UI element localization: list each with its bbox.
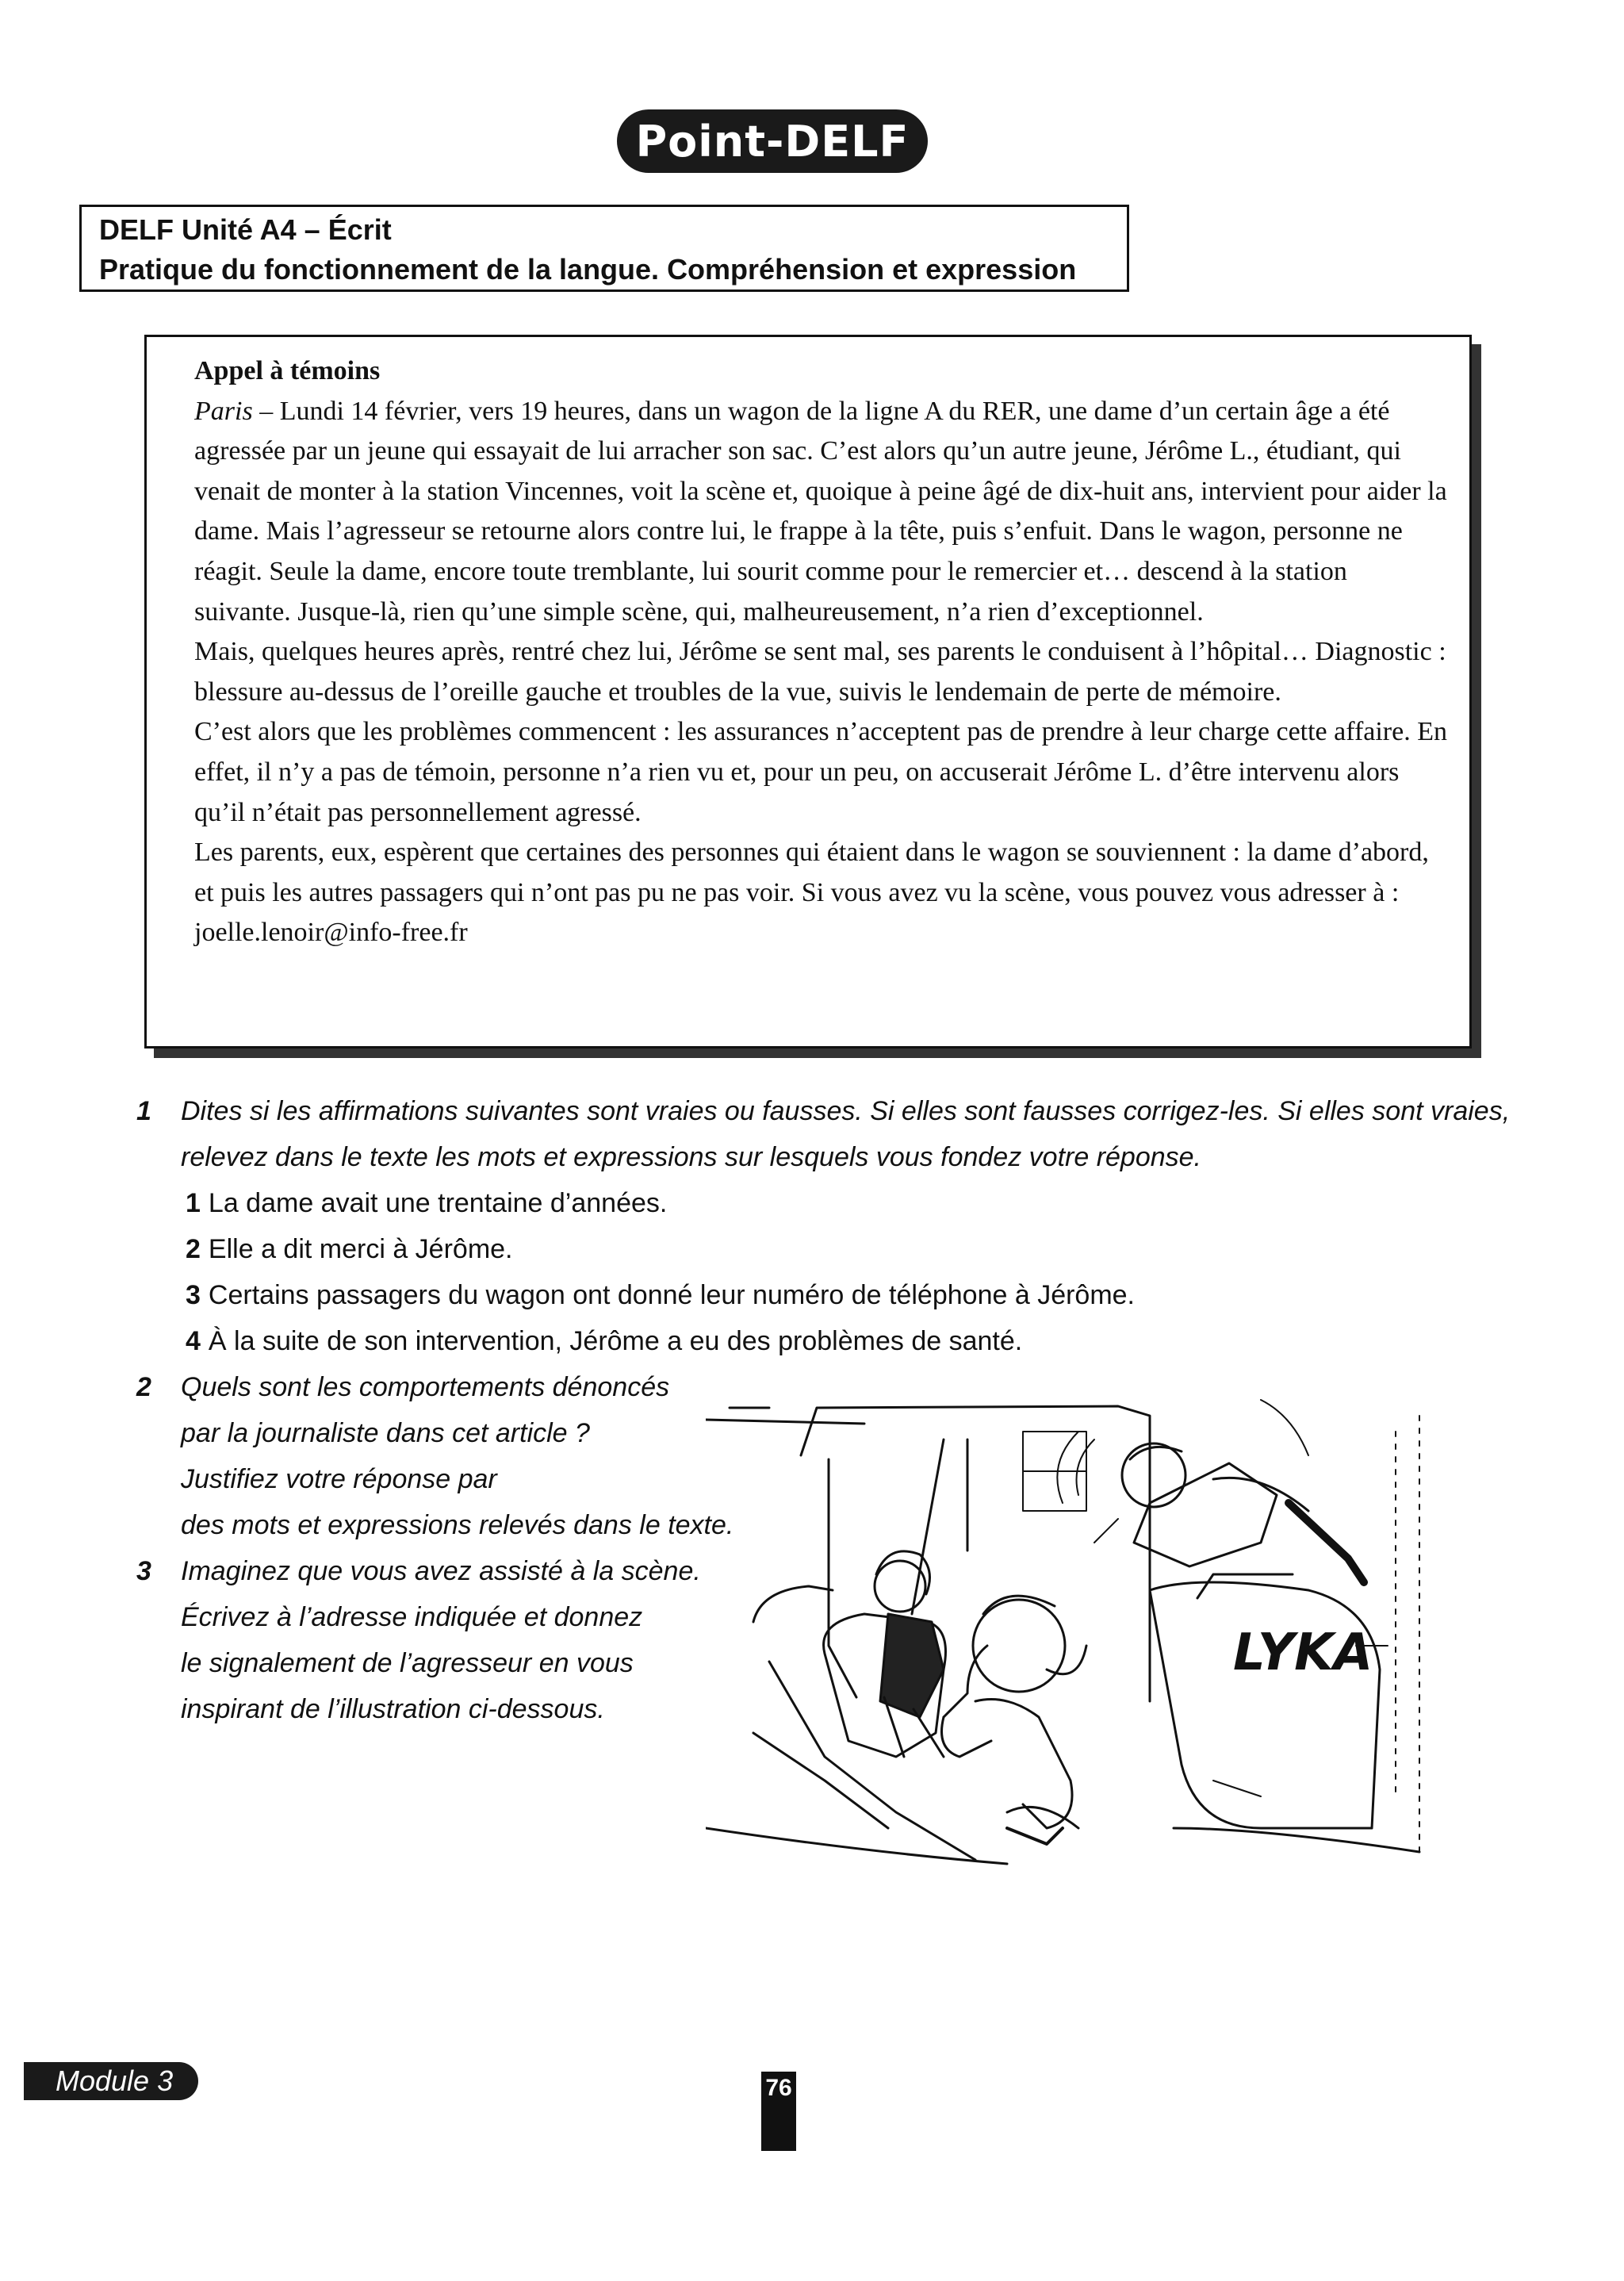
question-3-line-2: Écrivez à l’adresse indiquée et donnez [181,1602,643,1632]
article-box [144,335,1472,1048]
question-3-line-3: le signalement de l’agresseur en vous [181,1648,634,1678]
statement-2: 2 Elle a dit merci à Jérôme. [186,1234,513,1264]
graffiti-text: LYKA [1233,1624,1373,1682]
question-1-line-2: relevez dans le texte les mots et expressions sur lesquels vous fondez votre réponse. [181,1142,1202,1172]
page-number: 76 [761,2072,796,2151]
question-3-line-4: inspirant de l’illustration ci-dessous. [181,1694,605,1724]
article-paragraph-1 [194,392,1450,633]
unit-header-box [79,205,1129,292]
article-title: Appel à témoins [194,356,381,385]
statement-4: 4 À la suite de son intervention, Jérôme a eu des problèmes de santé. [186,1326,1023,1356]
question-2-line-3: Justifiez votre réponse par [181,1464,497,1494]
question-2-line-4: des mots et expressions relevés dans le texte. [181,1510,734,1540]
point-delf-badge: Point-DELF [617,109,928,173]
question-3-number: 3 [136,1556,151,1586]
question-2-line-2: par la journaliste dans cet article ? [181,1418,590,1448]
article-paragraph-2: Mais, quelques heures après, rentré chez lui, Jérôme se sent mal, ses parents le conduisent à l’hôpital… Diagnostic : blessure au-dessus de l’oreille gauche et troubles de la vue, suivis le lendemain de perte de mémoire. [194,637,1446,707]
article-paragraph-4: Les parents, eux, espèrent que certaines des personnes qui étaient dans le wagon se souviennent : la dame d’abord, et puis les autres passagers qui n’ont pas pu ne pas voir. Si vous avez vu la scène, vous pouvez vous adresser à : joelle.lenoir@info-free.fr [194,838,1429,948]
unit-title: DELF Unité A4 – Écrit [99,213,392,246]
question-2-number: 2 [136,1372,151,1402]
question-2-line-1: Quels sont les comportements dénoncés [181,1372,670,1402]
statement-1: 1 La dame avait une trentaine d’années. [186,1188,668,1218]
article-paragraph-3: C’est alors que les problèmes commencent : les assurances n’acceptent pas de prendre à leur charge cette affaire. En effet, il n’y a pas de témoin, personne n’a rien vu et, pour un peu, on accuserait Jérôme L. d’être intervenu alors qu’il n’était pas personnellement agressé. [194,717,1447,827]
module-badge: Module 3 [24,2062,198,2100]
article-place: Paris [194,396,253,426]
question-3-line-1: Imaginez que vous avez assisté à la scène. [181,1556,701,1586]
unit-subtitle: Pratique du fonctionnement de la langue. Compréhension et expression [99,253,1077,286]
article-p1-text: – Lundi 14 février, vers 19 heures, dans un wagon de la ligne A du RER, une dame d’un certain âge a été agressée par un jeune qui essayait de lui arracher son sac. C’est alors qu’un autre jeune, Jérôme L., étudiant, qui venait de monter à la station Vincennes, voit la scène et, quoique à peine âgé de dix-huit ans, intervient pour aider la dame. Mais l’agresseur se retourne alors contre lui, le frappe à la tête, puis s’enfuit. Dans le wagon, personne ne réagit. Seule la dame, encore toute tremblante, lui sourit comme pour le remercier et… descend à la station suivante. Jusque-là, rien qu’une simple scène, qui, malheureusement, n’a rien d’exceptionnel. [194,396,1447,627]
question-1-line-1: Dites si les affirmations suivantes sont vraies ou fausses. Si elles sont fausses corrigez-les. Si elles sont vraies, [181,1096,1511,1126]
question-1-number: 1 [136,1096,151,1126]
statement-3: 3 Certains passagers du wagon ont donné leur numéro de téléphone à Jérôme. [186,1280,1136,1310]
metro-aggression-illustration [706,1384,1463,1868]
